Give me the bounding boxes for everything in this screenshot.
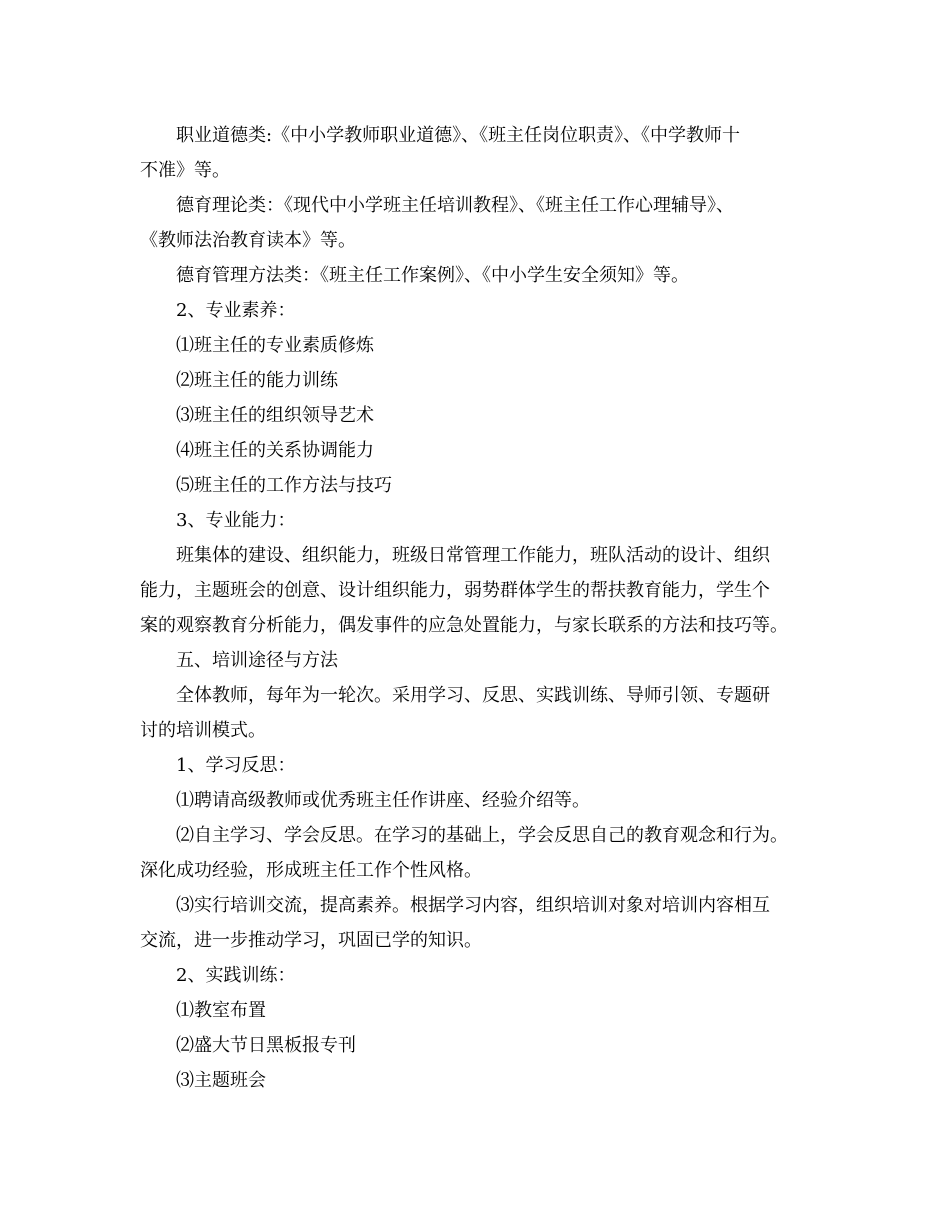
list-item: ⑵自主学习、学会反思。在学习的基础上，学会反思自己的教育观念和行为。 xyxy=(176,825,788,846)
list-item: ⑵班主任的能力训练 xyxy=(176,370,338,391)
section-heading: 1、学习反思： xyxy=(176,755,296,776)
paragraph-line: 职业道德类:《中小学教师职业道德》、《班主任岗位职责》、《中学教师十 xyxy=(176,125,741,146)
section-heading: 2、实践训练： xyxy=(176,965,296,986)
list-item: ⑴聘请高级教师或优秀班主任作讲座、经验介绍等。 xyxy=(176,790,590,811)
paragraph-line: 案的观察教育分析能力，偶发事件的应急处置能力，与家长联系的方法和技巧等。 xyxy=(140,615,788,636)
paragraph-line: 德育理论类：《现代中小学班主任培训教程》、《班主任工作心理辅导》、 xyxy=(176,195,734,216)
list-item: ⑸班主任的工作方法与技巧 xyxy=(176,475,392,496)
paragraph-line: 深化成功经验，形成班主任工作个性风格。 xyxy=(140,860,482,881)
paragraph-line: 德育管理方法类：《班主任工作案例》、《中小学生安全须知》等。 xyxy=(176,265,689,286)
list-item: ⑶班主任的组织领导艺术 xyxy=(176,405,374,426)
list-item: ⑶主题班会 xyxy=(176,1070,266,1091)
list-item: ⑴班主任的专业素质修炼 xyxy=(176,335,374,356)
list-item: ⑶实行培训交流，提高素养。根据学习内容，组织培训对象对培训内容相互 xyxy=(176,895,770,916)
list-item: ⑵盛大节日黑板报专刊 xyxy=(176,1035,356,1056)
section-heading: 3、专业能力： xyxy=(176,510,296,531)
paragraph-line: 讨的培训模式。 xyxy=(140,720,266,741)
paragraph-line: 不准》等。 xyxy=(140,160,230,181)
list-item: ⑷班主任的关系协调能力 xyxy=(176,440,374,461)
section-heading: 五、培训途径与方法 xyxy=(176,650,338,671)
paragraph-line: 全体教师，每年为一轮次。采用学习、反思、实践训练、导师引领、专题研 xyxy=(176,685,770,706)
section-heading: 2、专业素养： xyxy=(176,300,296,321)
document-body xyxy=(140,118,815,1098)
list-item: ⑴教室布置 xyxy=(176,1000,266,1021)
paragraph-line: 《教师法治教育读本》等。 xyxy=(140,230,356,251)
paragraph-line: 能力，主题班会的创意、设计组织能力，弱势群体学生的帮扶教育能力，学生个 xyxy=(140,580,770,601)
paragraph-line: 交流，进一步推动学习，巩固已学的知识。 xyxy=(140,930,482,951)
paragraph-line: 班集体的建设、组织能力，班级日常管理工作能力，班队活动的设计、组织 xyxy=(176,545,770,566)
